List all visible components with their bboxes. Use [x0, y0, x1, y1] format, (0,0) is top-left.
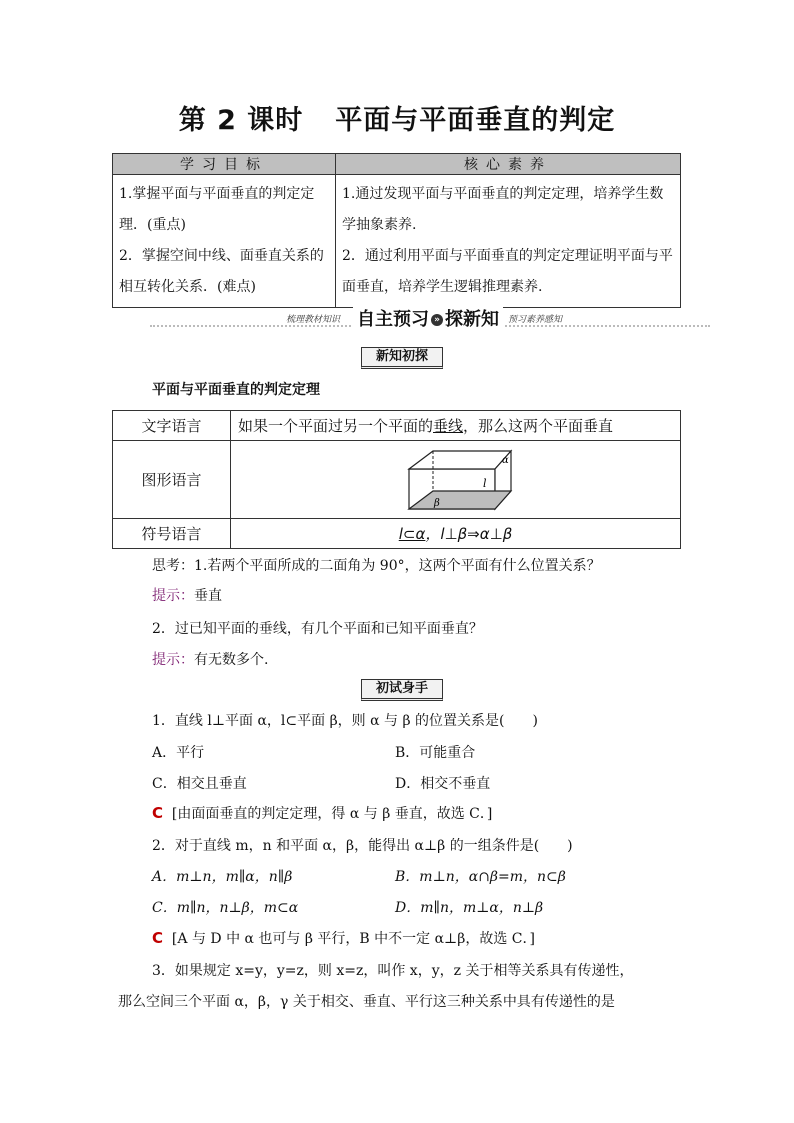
- symbol-language-label: 符号语言: [113, 519, 231, 549]
- page-title: [0, 98, 794, 137]
- question-1: 1．直线 l⊥平面 α，l⊂平面 β，则 α 与 β 的位置关系是( ): [152, 713, 538, 729]
- goals-right-cell: [336, 175, 681, 308]
- q1-option-b: B．可能重合: [395, 745, 476, 761]
- banner-main2: 探新知: [445, 309, 499, 330]
- text-language-label: 文字语言: [113, 411, 231, 441]
- think-answer-1: [152, 585, 222, 605]
- q2-option-c: C．m∥n，n⊥β，m⊂α: [152, 900, 299, 916]
- box-figure: [405, 447, 515, 513]
- label-beta: β: [434, 497, 440, 509]
- banner-main: 自主预习: [357, 309, 429, 330]
- q2-option-d: D．m∥n，m⊥α，n⊥β: [395, 900, 544, 916]
- hint-label: 提示：: [152, 588, 194, 604]
- q1-option-a: A．平行: [152, 745, 205, 761]
- symbol-language-value: [231, 519, 681, 549]
- title-topic: 平面与平面垂直的判定: [335, 105, 616, 136]
- q2-answer-letter: C: [152, 929, 164, 947]
- q1-answer: [152, 803, 492, 823]
- q1-option-d: D．相交不垂直: [395, 776, 491, 792]
- think-question-2: 2．过已知平面的垂线，有几个平面和已知平面垂直？: [152, 621, 483, 637]
- q1-explanation: [由面面垂直的判定定理，得 α 与 β 垂直，故选 C．]: [171, 806, 493, 822]
- theorem-table: [112, 410, 681, 549]
- figure-language-cell: [231, 441, 681, 519]
- text-value-part1: 如果一个平面过另一个平面的: [238, 417, 434, 435]
- text-value-part2: ，那么这两个平面垂直: [463, 417, 614, 435]
- think-answer-2: [152, 649, 268, 669]
- literacy-item-1: 1.通过发现平面与平面垂直的判定定理，培养学生数学抽象素养.: [342, 186, 664, 233]
- symbol-value-rest: ，l⊥β⇒α⊥β: [425, 525, 513, 543]
- theorem-subtitle: 平面与平面垂直的判定定理: [152, 382, 320, 398]
- q1-option-c: C．相交且垂直: [152, 776, 247, 792]
- banner-title: [353, 305, 503, 331]
- section-tag-new-knowledge: 新知初探: [361, 347, 443, 369]
- literacy-item-2: 2．通过利用平面与平面垂直的判定定理证明平面与平面垂直，培养学生逻辑推理素养.: [342, 248, 673, 295]
- section-banner: [150, 307, 710, 329]
- banner-left-text: 梳理教材知识: [286, 315, 341, 325]
- hint-answer-2: 有无数多个.: [194, 652, 269, 668]
- q2-answer: [152, 928, 535, 948]
- text-value-underlined: 垂线: [433, 417, 464, 435]
- goals-header-left: 学习目标: [113, 154, 336, 175]
- hint-answer-1: 垂直: [194, 588, 222, 604]
- symbol-value-underlined: l⊂α: [398, 525, 426, 543]
- goals-table: [112, 153, 681, 308]
- label-l: l: [483, 476, 487, 490]
- goal-item-1: 1.掌握平面与平面垂直的判定定理．(重点): [119, 186, 315, 233]
- title-lesson: 第 2 课时: [178, 105, 304, 136]
- figure-language-label: 图形语言: [113, 441, 231, 519]
- banner-right-text: 预习素养感知: [508, 315, 563, 325]
- hint-label-2: 提示：: [152, 652, 194, 668]
- goals-header-right: 核心素养: [336, 154, 681, 175]
- question-3-line-2: 那么空间三个平面 α，β，γ 关于相交、垂直、平行这三种关系中具有传递性的是: [118, 994, 615, 1010]
- question-3-line-1: 3．如果规定 x=y，y=z，则 x=z，叫作 x，y，z 关于相等关系具有传递性，: [152, 963, 634, 979]
- think-question-1: 思考：1.若两个平面所成的二面角为 90°，这两个平面有什么位置关系？: [152, 558, 601, 574]
- section-tag-practice: 初试身手: [361, 679, 443, 701]
- q2-explanation: [A 与 D 中 α 也可与 β 平行，B 中不一定 α⊥β，故选 C．]: [171, 931, 535, 947]
- goal-item-2: 2．掌握空间中线、面垂直关系的相互转化关系．(难点): [119, 248, 324, 295]
- question-2: 2．对于直线 m，n 和平面 α，β，能得出 α⊥β 的一组条件是( ): [152, 838, 573, 854]
- q2-option-b: B．m⊥n，α∩β=m，n⊂β: [395, 869, 566, 885]
- q2-option-a: A．m⊥n，m∥α，n∥β: [152, 869, 293, 885]
- label-alpha: α: [502, 454, 509, 466]
- top-face: [409, 451, 511, 469]
- double-arrow-icon: »: [431, 314, 443, 326]
- goals-left-cell: [113, 175, 336, 308]
- text-language-value: [231, 411, 681, 441]
- q1-answer-letter: C: [152, 804, 164, 822]
